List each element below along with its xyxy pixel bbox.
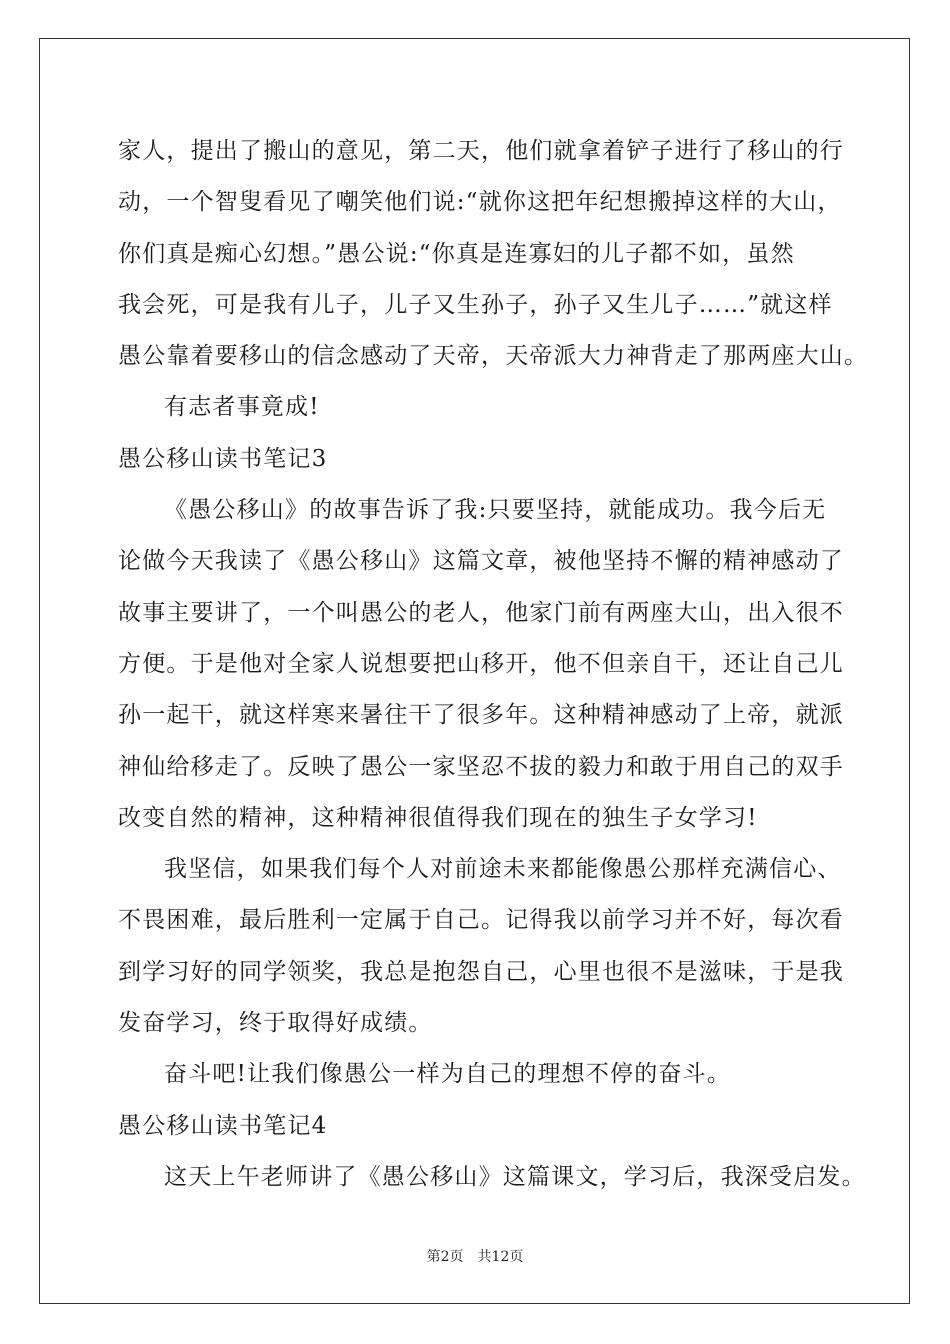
text-line: 有志者事竟成! [164,394,320,421]
text-line: 神仙给移走了。反映了愚公一家坚忍不拔的毅力和敢于用自己的双手 [118,753,844,780]
text-line: 方便。于是他对全家人说想要把山移开，他不但亲自干，还让自己儿 [118,650,844,677]
text-line: 到学习好的同学领奖，我总是抱怨自己，心里也很不是滋味，于是我 [118,958,844,985]
text-line: 不畏困难，最后胜利一定属于自己。记得我以前学习并不好，每次看 [118,907,844,934]
text-line: 愚公靠着要移山的信念感动了天帝，天帝派大力神背走了那两座大山。 [118,343,869,370]
text-line: 动，一个智叟看见了嘲笑他们说:“就你这把年纪想搬掉这样的大山， [118,189,842,216]
section-heading: 愚公移山读书笔记4 [118,1112,328,1139]
document-body [118,126,869,1203]
text-line: 故事主要讲了，一个叫愚公的老人，他家门前有两座大山，出入很不 [118,599,844,626]
page-footer [0,1246,950,1266]
text-line: 奋斗吧!让我们像愚公一样为自己的理想不停的奋斗。 [164,1061,732,1088]
text-line: 家人，提出了搬山的意见，第二天，他们就拿着铲子进行了移山的行 [118,138,844,164]
section-heading: 愚公移山读书笔记3 [118,445,328,472]
text-line: 我会死，可是我有儿子，儿子又生孙子，孙子又生儿子……”就这样 [118,291,833,318]
text-line: 你们真是痴心幻想。”愚公说:“你真是连寡妇的儿子都不如，虽然 [118,240,795,267]
page-total: 共12页 [477,1249,524,1265]
text-line: 《愚公移山》的故事告诉了我:只要坚持，就能成功。我今后无 [164,497,827,524]
text-line: 我坚信，如果我们每个人对前途未来都能像愚公那样充满信心、 [164,856,842,883]
text-line: 这天上午老师讲了《愚公移山》这篇课文，学习后，我深受启发。 [164,1163,866,1190]
text-line: 孙一起干，就这样寒来暑往干了很多年。这种精神感动了上帝，就派 [118,702,844,729]
page-number: 第2页 [426,1249,464,1265]
text-line: 改变自然的精神，这种精神很值得我们现在的独生子女学习! [118,804,758,831]
text-line: 发奋学习，终于取得好成绩。 [118,1010,433,1037]
text-line: 论做今天我读了《愚公移山》这篇文章，被他坚持不懈的精神感动了 [118,548,844,575]
